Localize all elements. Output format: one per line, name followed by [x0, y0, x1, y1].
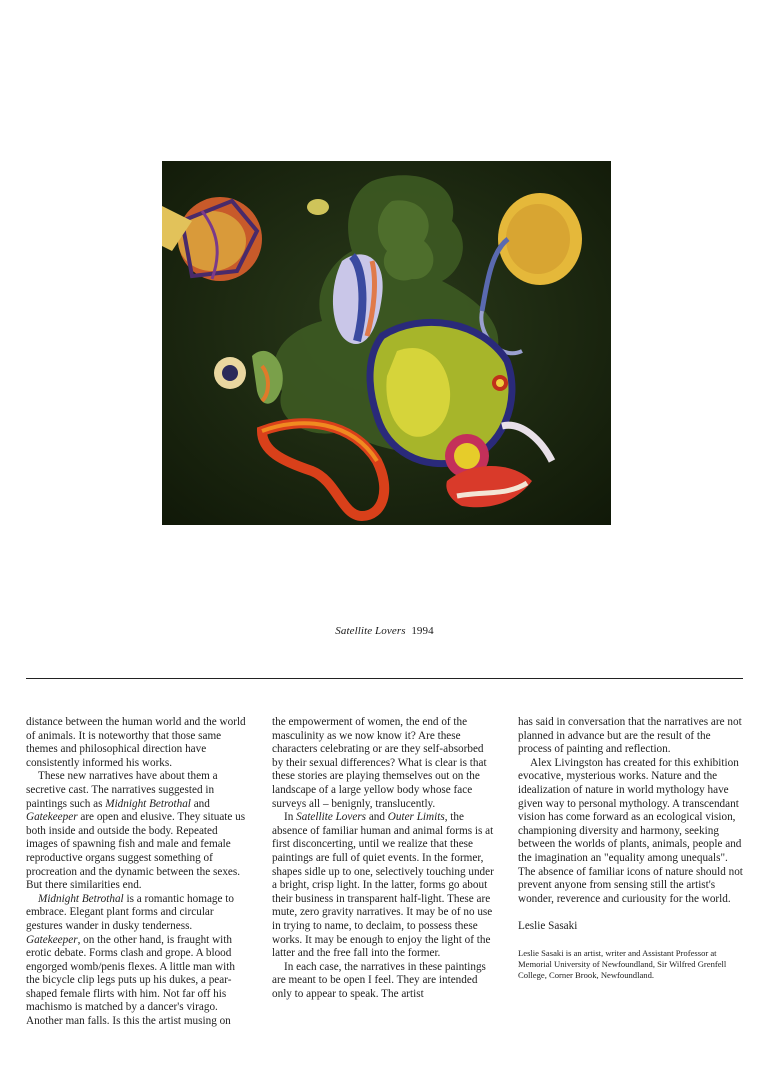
author-signature: Leslie Sasaki	[518, 920, 578, 933]
author-bio: Leslie Sasaki is an artist, writer and Assistant Professor at Memorial University of Newfoundland, Sir Wilfred Grenfell College, Corner Brook, Newfoundland.	[518, 947, 727, 980]
section-divider	[26, 678, 743, 679]
figure-caption	[0, 625, 769, 637]
title-reference: Gatekeeper	[26, 811, 78, 824]
paragraph	[26, 770, 248, 892]
title-reference: Midnight Betrothal	[38, 892, 124, 905]
paragraph: distance between the human world and the world of animals. It is noteworthy that those same themes and philosophical direction have consistently informed his works.	[26, 716, 246, 769]
paragraph: In each case, the narratives in these paintings are meant to be open I feel. They are intended only to appear to speak. The artist	[272, 960, 486, 1000]
paragraph	[272, 811, 494, 961]
text-run: These new narratives have about them a secretive cast. The narratives suggested in paintings such as	[26, 770, 218, 810]
caption-year: 1994	[411, 625, 434, 637]
text-run: and	[190, 797, 210, 810]
article-column-3	[518, 716, 744, 981]
text-run: , on the other hand, is fraught with erotic debate. Forms clash and grope. A blood engorged womb/penis flexes. A little man with the bicycle clip legs puts up his dukes, a pear-shaped female flirts with him. Not far off his machismo is matched by a dancer's virago. Another man falls. Is this the artist musing on	[26, 933, 235, 1028]
text-run: In	[284, 811, 297, 824]
text-run: is a romantic homage to embrace. Elegant plant forms and circular gestures wander in dusky tenderness.	[26, 892, 234, 932]
article-column-2	[272, 716, 494, 1001]
text-run: and	[366, 811, 388, 824]
title-reference: Gatekeeper	[26, 933, 78, 946]
title-reference: Satellite Lovers	[296, 811, 367, 824]
caption-title: Satellite Lovers	[335, 625, 406, 637]
paragraph: the empowerment of women, the end of the masculinity as we now know it? Are these characters celebrating or are they self-absorbed by their sexual differences? What is clear is that these stories are playing themselves out on the landscape of a large yellow body whose face surveys all – benignly, translucently.	[272, 716, 487, 810]
text-run: , the absence of familiar human and animal forms is at first disconcerting, until we realize that these paintings are full of quiet events. In the former, shapes sidle up to one, selectively touching under a bright, crisp light. In the latter, forms go about their business in transparent half-light. These are mute, zero gravity narratives. It may be of no use in trying to name, to declaim, to possess these works. It may be enough to enjoy the light of the latter and the free fall into the former.	[272, 811, 494, 960]
text-run: are open and elusive. They situate us both inside and outside the body. Repeated images of spawning fish and male and female reproductive organs suggest something of procreation and the dynamic between the sexes. But there similarities end.	[26, 811, 246, 892]
paragraph: Alex Livingston has created for this exhibition evocative, mysterious works. Nature and the idealization of nature in world mythology have given way to personal mythology. A transcendant vision has come forward as an ecological vision, championing diversity and harmony, seeking between the worlds of plants, animals, people and the imagination an "equality among unequals". The absence of familiar icons of nature should not prevent anyone from sensing still the artist's wonder, reverence and curiousity for the world.	[518, 756, 743, 905]
paragraph: has said in conversation that the narratives are not planned in advance but are the result of the process of painting and reflection.	[518, 716, 742, 756]
paragraph	[26, 893, 248, 1029]
title-reference: Midnight Betrothal	[105, 797, 191, 810]
title-reference: Outer Limits	[387, 811, 445, 824]
article-column-1	[26, 716, 248, 1029]
painting-image	[162, 161, 611, 525]
